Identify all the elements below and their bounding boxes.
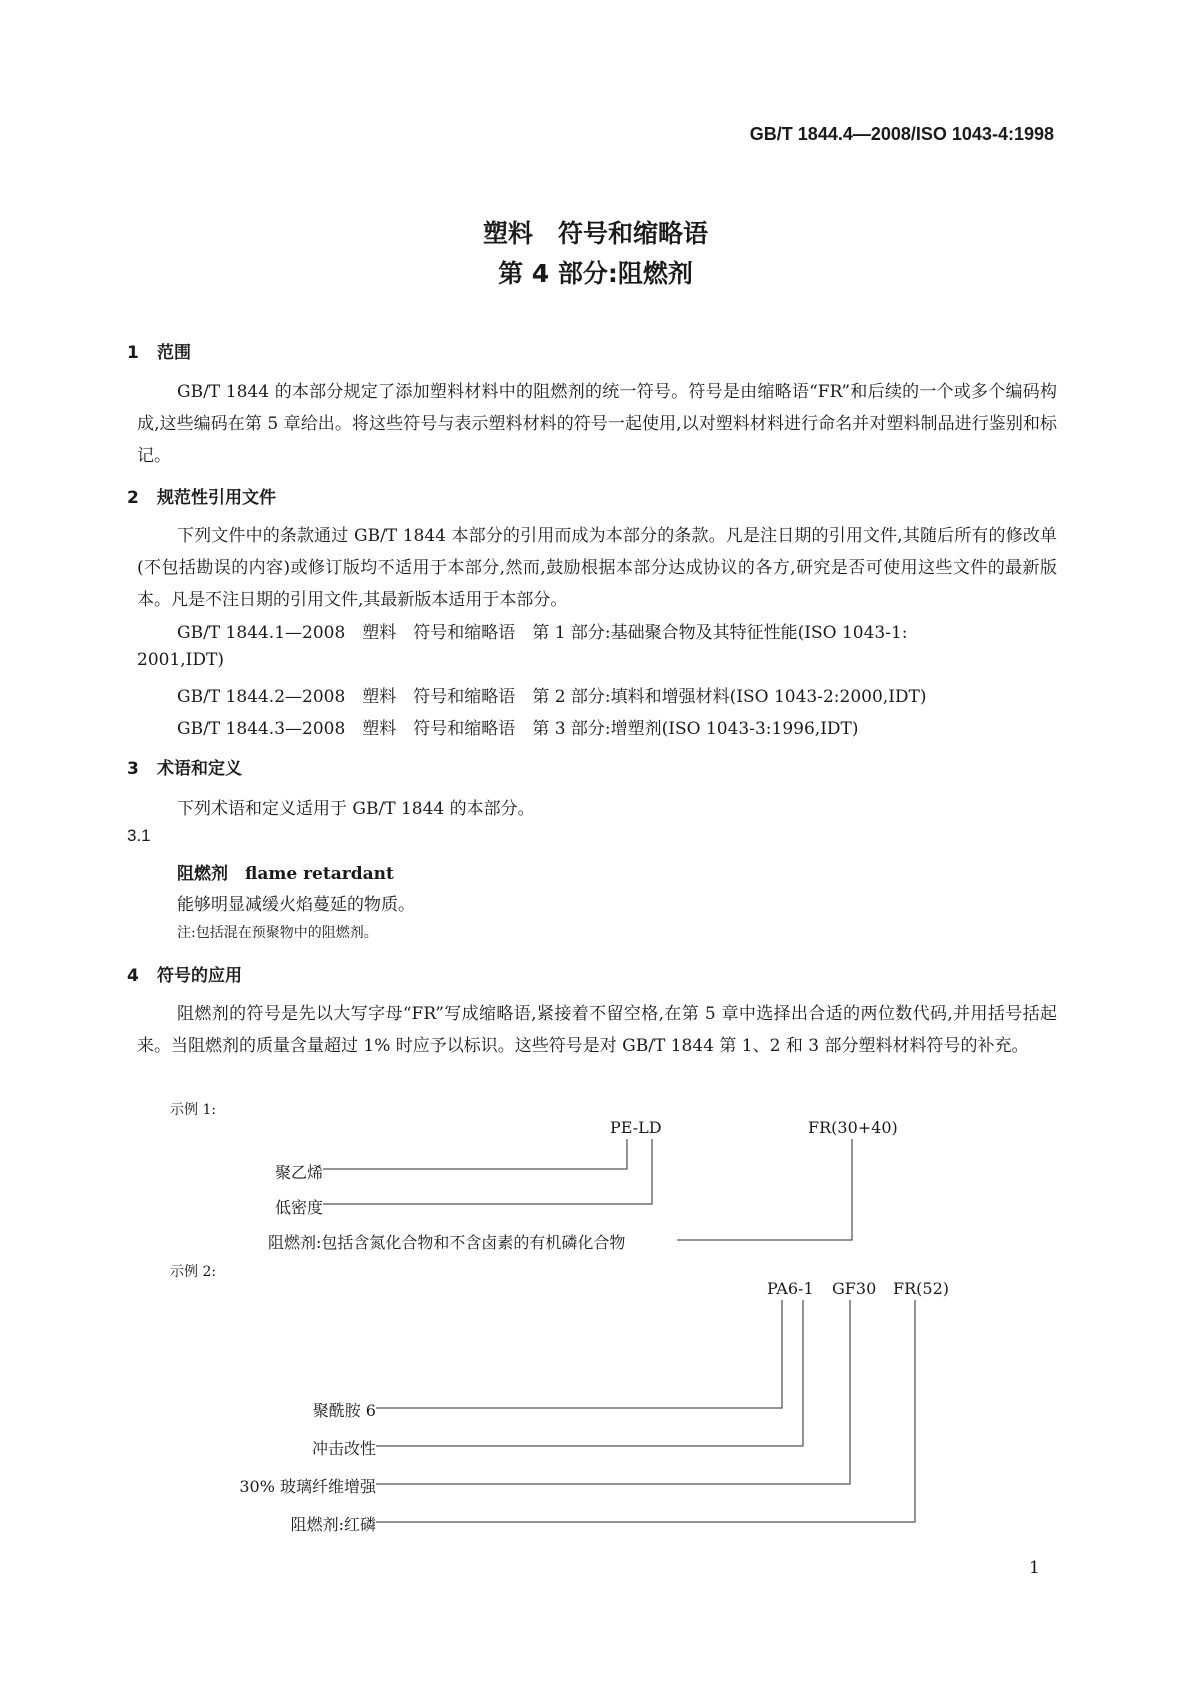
term-note: 注:包括混在预聚物中的阻燃剂。 [177,925,378,941]
example-2-connector-4 [376,1300,915,1522]
reference-1: GB/T 1844.1—2008 塑料 符号和缩略语 第 1 部分:基础聚合物及其特征性能(ISO 1043-1: [177,623,908,643]
example-1-item-1: 聚乙烯 [274,1163,323,1182]
example-1-connector-2 [323,1139,652,1204]
page-number: 1 [1029,1558,1040,1578]
section-4-paragraph: 阻燃剂的符号是先以大写字母“FR”写成缩略语,紧接着不留空格,在第 5 章中选择出合适的两位数代码,并用括号括起来。当阻燃剂的质量含量超过 1% 时应予以标识。这些符号是对 GB/T 1844 第 1、2 和 3 部分塑料材料符号的补充。 [137,1004,1057,1056]
example-1-label: 示例 1: [170,1102,217,1118]
standard-number: GB/T 1844.4—2008/ISO 1043-4:1998 [749,124,1054,144]
section-title: 规范性引用文件 [157,488,276,508]
section-2-paragraph: 下列文件中的条款通过 GB/T 1844 本部分的引用而成为本部分的条款。凡是注日期的引用文件,其随后所有的修改单(不包括勘误的内容)或修订版均不适用于本部分,然而,鼓励根据本部分达成协议的各方,研究是否可使用这些文件的最新版本。凡是不注日期的引用文件,其最新版本适用于本部分。 [137,526,1057,610]
section-number: 3 [127,759,139,779]
example-2-connector-2 [376,1300,803,1446]
example-2-item-1: 聚酰胺 6 [312,1401,376,1420]
document-subtitle: 第 4 部分:阻燃剂 [498,259,693,288]
example-1-item-3: 阻燃剂:包括含氮化合物和不含卤素的有机磷化合物 [268,1233,626,1252]
example-1-item-2: 低密度 [274,1198,323,1217]
section-number: 4 [127,966,139,986]
example-2-code-filler: GF30 [832,1279,877,1298]
example-2-connector-3 [376,1300,850,1484]
section-title: 术语和定义 [157,759,242,779]
example-2-label: 示例 2: [170,1264,217,1280]
section-number: 2 [127,488,139,508]
example-1-code-fr: FR(30+40) [808,1118,898,1137]
example-2-item-4: 阻燃剂:红磷 [290,1515,376,1534]
term-definition: 能够明显减缓火焰蔓延的物质。 [177,895,415,915]
example-2-connector-1 [376,1300,782,1408]
example-2-code-material: PA6-1 [767,1279,814,1298]
example-2-item-2: 冲击改性 [311,1439,376,1458]
reference-3: GB/T 1844.3—2008 塑料 符号和缩略语 第 3 部分:增塑剂(ISO 1043-3:1996,IDT) [177,719,859,739]
example-2-item-3: 30% 玻璃纤维增强 [239,1477,376,1496]
reference-1-continued: 2001,IDT) [137,650,224,670]
example-1-connector-1 [323,1139,627,1169]
section-3-paragraph: 下列术语和定义适用于 GB/T 1844 的本部分。 [177,799,535,819]
section-number: 1 [127,343,139,363]
example-1-code-material: PE-LD [610,1118,662,1137]
example-1-connector-3 [677,1139,852,1240]
term-entry: 阻燃剂 flame retardant [177,864,394,884]
example-2-code-fr: FR(52) [893,1279,949,1298]
subsection-number: 3.1 [127,826,151,845]
section-title: 范围 [157,343,191,363]
document-title: 塑料 符号和缩略语 [482,219,708,248]
section-title: 符号的应用 [157,966,242,986]
reference-2: GB/T 1844.2—2008 塑料 符号和缩略语 第 2 部分:填料和增强材料(ISO 1043-2:2000,IDT) [177,687,927,707]
section-1-paragraph: GB/T 1844 的本部分规定了添加塑料材料中的阻燃剂的统一符号。符号是由缩略语“FR”和后续的一个或多个编码构成,这些编码在第 5 章给出。将这些符号与表示塑料材料的符号一起使用,以对塑料材料进行命名并对塑料制品进行鉴别和标记。 [137,382,1057,466]
